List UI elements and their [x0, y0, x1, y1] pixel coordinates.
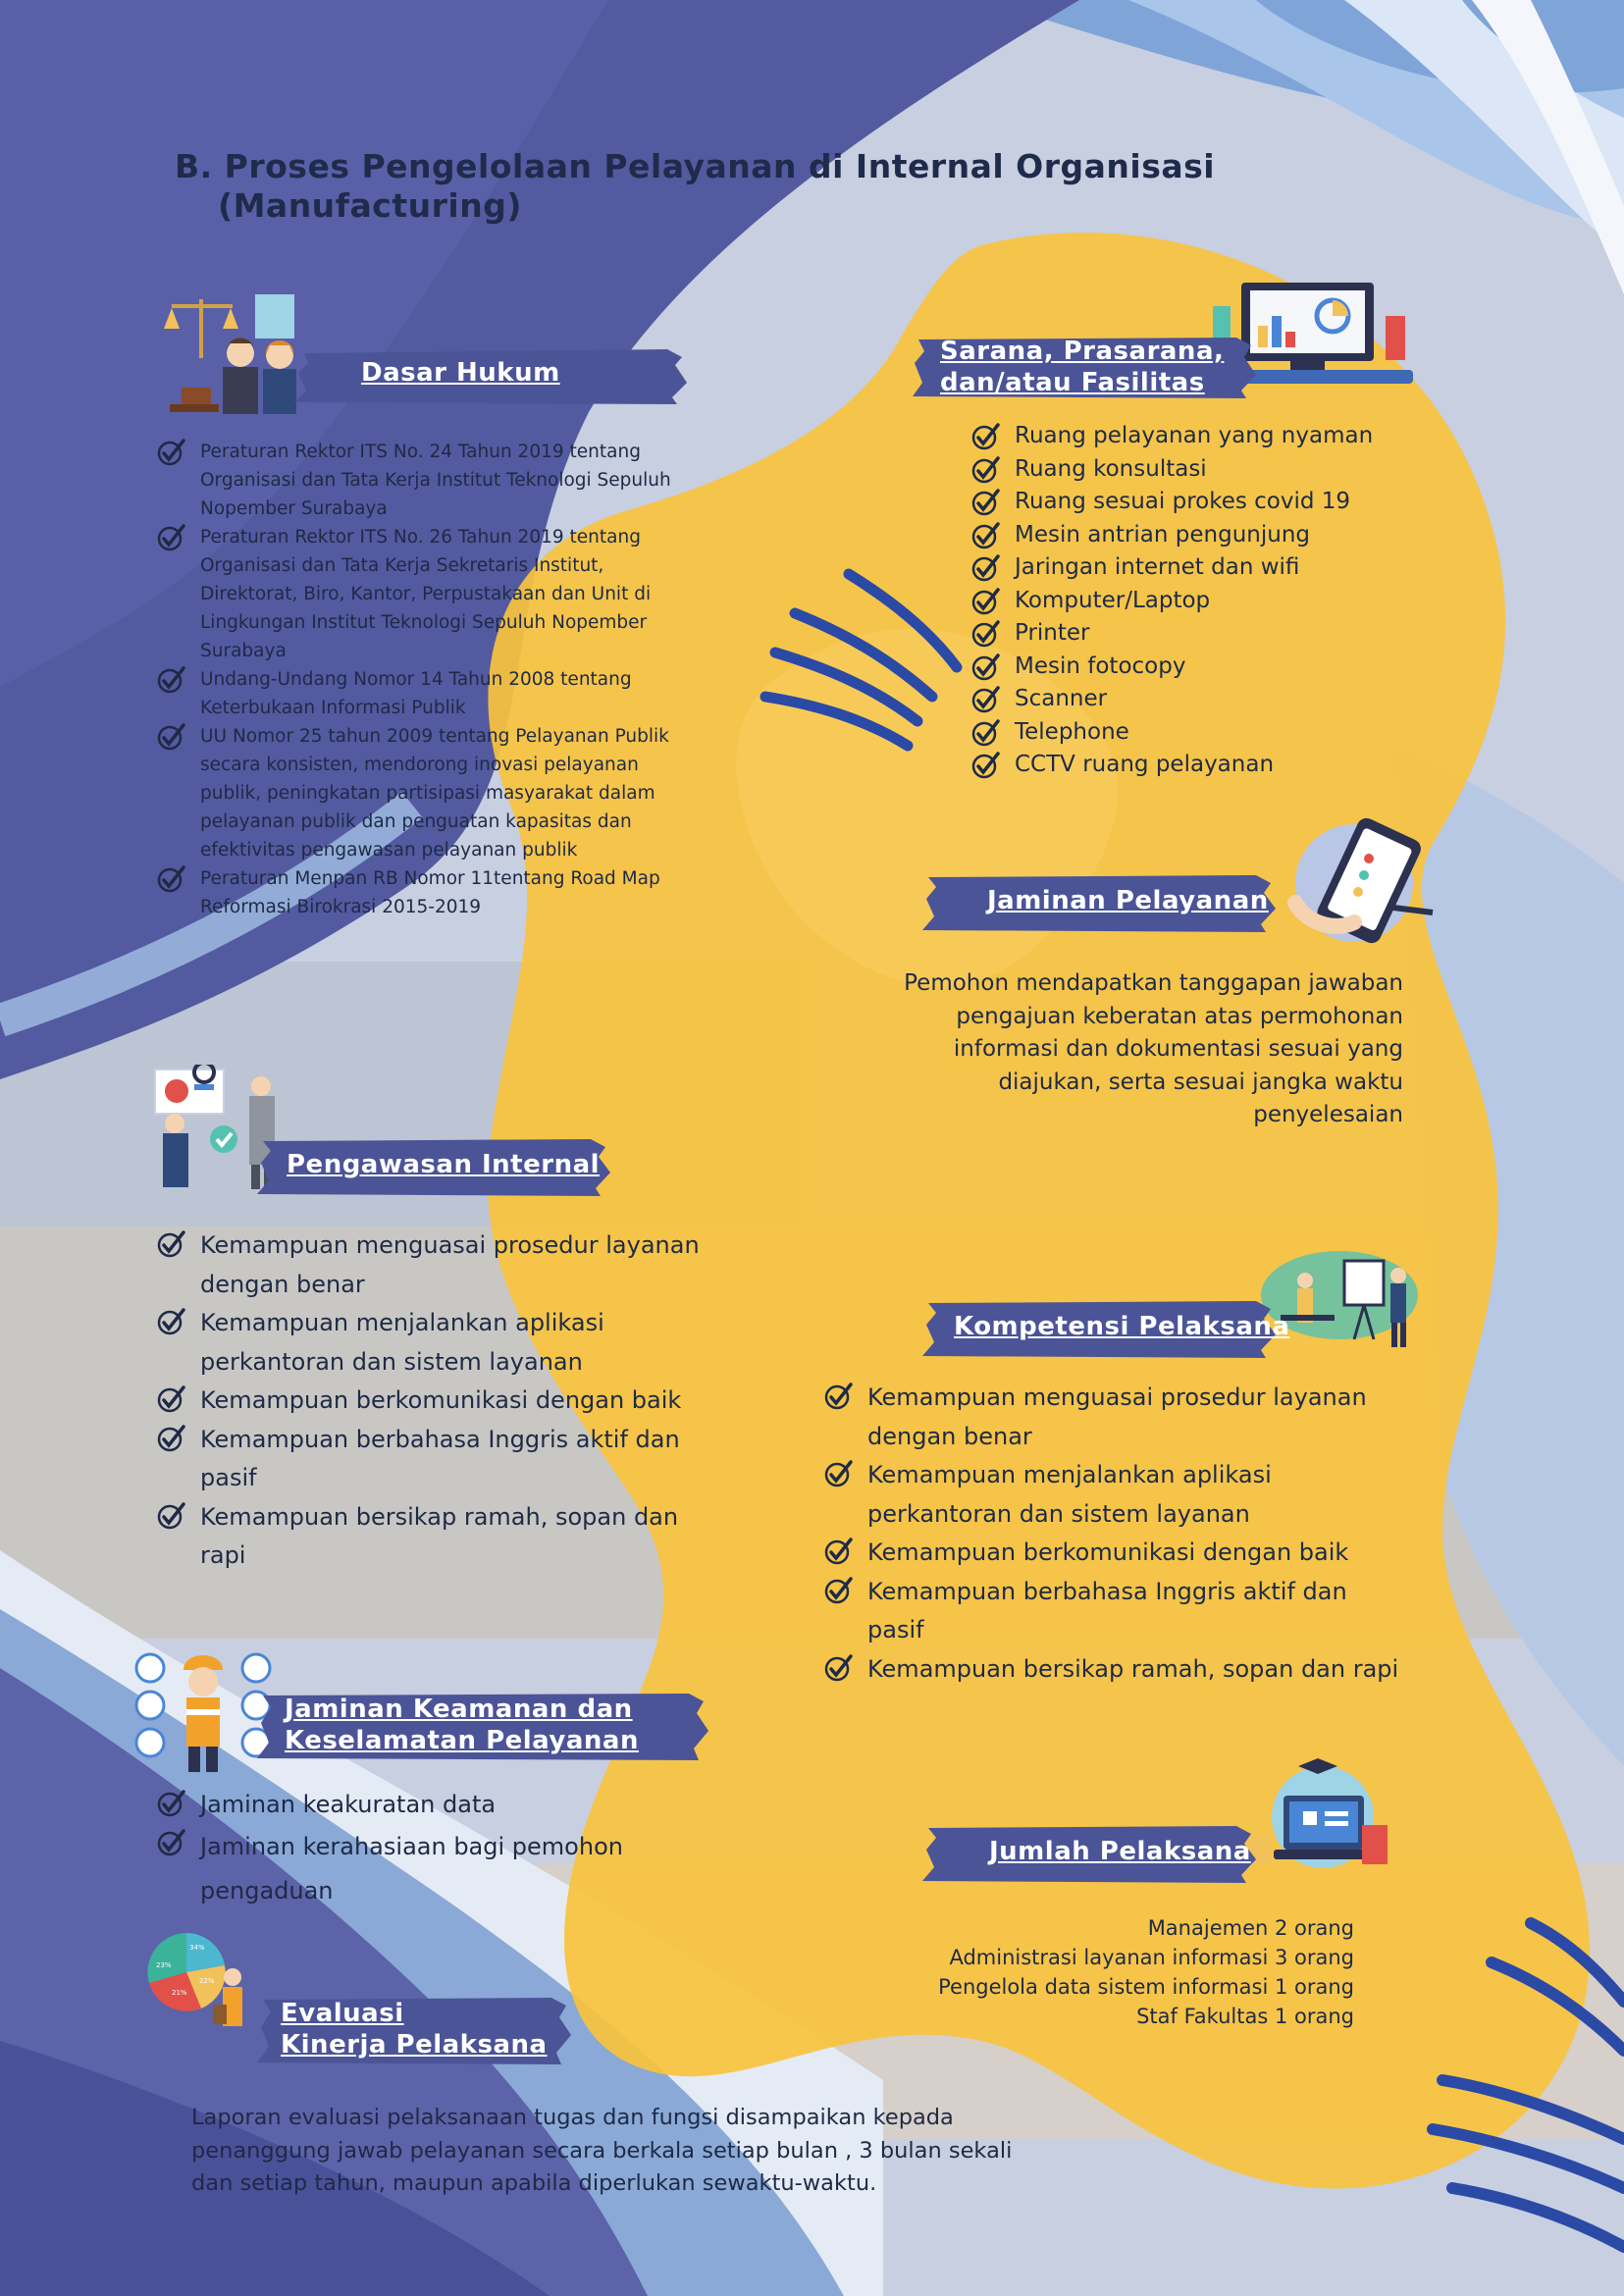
list-item: Undang-Undang Nomor 14 Tahun 2008 tentang Keterbukaan Informasi Publik: [157, 665, 692, 722]
checkmark-icon: [157, 1501, 186, 1531]
dasar-hukum-header: [294, 343, 687, 408]
checkmark-icon: [157, 1828, 186, 1857]
sarana-label-line2: dan/atau Fasilitas: [940, 368, 1205, 397]
list-item: Kemampuan bersikap ramah, sopan dan rapi: [824, 1650, 1403, 1690]
jumlah-header: [922, 1820, 1256, 1885]
page-title: [175, 147, 1352, 226]
list-item: Ruang konsultasi: [971, 453, 1433, 487]
pie-label: 21%: [172, 1989, 187, 1997]
list-item: Peraturan Menpan RB Nomor 11tentang Road Map Reformasi Birokrasi 2015-2019: [157, 864, 692, 921]
list-item: Ruang sesuai prokes covid 19: [971, 486, 1433, 519]
checkmark-icon: [971, 422, 1001, 451]
list-item: Scanner: [971, 683, 1433, 716]
list-item: Printer: [971, 617, 1433, 651]
pie-label: 23%: [156, 1961, 172, 1969]
title-line1: B. Proses Pengelolaan Pelayanan di Internal Organisasi: [175, 147, 1216, 185]
graduate-laptop-icon: [1244, 1756, 1401, 1884]
keamanan-label-line2: Keselamatan Pelayanan: [285, 1726, 639, 1755]
list-item: UU Nomor 25 tahun 2009 tentang Pelayanan Publik secara konsisten, mendorong inovasi pelayanan publik, peningkatan partisipasi masyarakat dalam pelayanan publik dan penguatan kapasitas dan efektivitas pengawasan pelayanan publik: [157, 722, 692, 864]
jumlah-list: [864, 1913, 1354, 2031]
checkmark-icon: [157, 1229, 186, 1259]
dasar-hukum-label: Dasar Hukum: [361, 358, 560, 388]
jumlah-line: Administrasi layanan informasi 3 orang: [949, 1946, 1354, 1969]
list-item: Kemampuan menguasai prosedur layanan dengan benar: [824, 1379, 1403, 1456]
list-item: Komputer/Laptop: [971, 585, 1433, 618]
kompetensi-label: Kompetensi Pelaksana: [954, 1312, 1290, 1341]
evaluasi-header: [257, 1992, 571, 2066]
checkmark-icon: [824, 1382, 854, 1411]
list-item: Jaringan internet dan wifi: [971, 551, 1433, 585]
checkmark-icon: [971, 521, 1001, 550]
checkmark-icon: [824, 1653, 854, 1683]
list-item: Kemampuan berkomunikasi dengan baik: [157, 1382, 707, 1421]
sarana-label-line1: Sarana, Prasarana,: [940, 337, 1225, 366]
checkmark-icon: [824, 1537, 854, 1566]
checkmark-icon: [824, 1459, 854, 1488]
title-line2: (Manufacturing): [218, 186, 522, 225]
list-item: Kemampuan berbahasa Inggris aktif dan pasif: [824, 1573, 1403, 1650]
pie-label: 34%: [189, 1944, 205, 1952]
list-item: Jaminan keakuratan data: [157, 1786, 667, 1825]
checkmark-icon: [971, 751, 1001, 780]
safety-worker-icon: [132, 1648, 275, 1776]
list-item: Peraturan Rektor ITS No. 24 Tahun 2019 tentang Organisasi dan Tata Kerja Institut Teknologi Sepuluh Nopember Surabaya: [157, 438, 692, 523]
list-item: Jaminan kerahasiaan bagi pemohon pengaduan: [157, 1825, 667, 1913]
sarana-list: [971, 420, 1433, 782]
jumlah-line: Pengelola data sistem informasi 1 orang: [938, 1975, 1354, 1999]
pie-chart-presenter-icon: [142, 1928, 260, 2036]
list-item: Kemampuan menjalankan aplikasi perkantoran dan sistem layanan: [157, 1304, 707, 1382]
list-item: Kemampuan menguasai prosedur layanan dengan benar: [157, 1226, 707, 1304]
pengawasan-header: [257, 1133, 610, 1198]
checkmark-icon: [971, 587, 1001, 616]
evaluasi-label-line2: Kinerja Pelaksana: [281, 2030, 548, 2060]
pengawasan-label: Pengawasan Internal: [287, 1150, 601, 1179]
checkmark-icon: [971, 652, 1001, 682]
dasar-hukum-list: [157, 438, 692, 921]
jaminan-pelayanan-label: Jaminan Pelayanan: [987, 886, 1269, 915]
checkmark-icon: [971, 488, 1001, 517]
list-item: Ruang pelayanan yang nyaman: [971, 420, 1433, 453]
checkmark-icon: [157, 1424, 186, 1453]
pengawasan-list: [157, 1226, 707, 1576]
kompetensi-list: [824, 1379, 1403, 1689]
checkmark-icon: [157, 1384, 186, 1414]
list-item: Peraturan Rektor ITS No. 26 Tahun 2019 tentang Organisasi dan Tata Kerja Sekretaris Institut, Direktorat, Biro, Kantor, Perpustakaan dan Unit di Lingkungan Institut Teknologi Sepuluh Nopember Surabaya: [157, 523, 692, 665]
list-item: Kemampuan menjalankan aplikasi perkantoran dan sistem layanan: [824, 1456, 1403, 1534]
checkmark-icon: [824, 1576, 854, 1605]
checkmark-icon: [157, 438, 186, 467]
jaminan-pelayanan-header: [922, 869, 1276, 934]
checkmark-icon: [971, 455, 1001, 485]
list-item: Kemampuan berbahasa Inggris aktif dan pasif: [157, 1421, 707, 1498]
list-item: CCTV ruang pelayanan: [971, 749, 1433, 782]
checkmark-icon: [971, 553, 1001, 583]
keamanan-list: [157, 1786, 667, 1913]
jumlah-line: Staf Fakultas 1 orang: [1136, 2005, 1354, 2028]
checkmark-icon: [157, 1307, 186, 1336]
jumlah-label: Jumlah Pelaksana: [989, 1837, 1251, 1866]
pie-slice: [186, 1933, 225, 1972]
checkmark-icon: [157, 722, 186, 752]
list-item: Kemampuan berkomunikasi dengan baik: [824, 1534, 1403, 1573]
keamanan-label-line1: Jaminan Keamanan dan: [285, 1695, 633, 1724]
jumlah-line: Manajemen 2 orang: [1147, 1916, 1354, 1940]
jaminan-pelayanan-text: Pemohon mendapatkan tanggapan jawaban pengajuan keberatan atas permohonan informasi dan dokumentasi sesuai yang diajukan, serta sesuai jangka waktu penyelesaian: [904, 970, 1403, 1127]
checkmark-icon: [971, 619, 1001, 649]
checkmark-icon: [157, 665, 186, 695]
list-item: Mesin fotocopy: [971, 651, 1433, 684]
list-item: Mesin antrian pengunjung: [971, 519, 1433, 552]
keamanan-header: [257, 1688, 708, 1762]
checkmark-icon: [971, 718, 1001, 748]
evaluasi-text: Laporan evaluasi pelaksanaan tugas dan fungsi disampaikan kepada penanggung jawab pelayanan secara berkala setiap bulan , 3 bulan sekali dan setiap tahun, maupun apabila diperlukan sewaktu-waktu.: [191, 2105, 1013, 2196]
checkmark-icon: [971, 685, 1001, 714]
checkmark-icon: [157, 523, 186, 552]
pie-label: 22%: [199, 1977, 215, 1985]
checkmark-icon: [157, 864, 186, 894]
list-item: Kemampuan bersikap ramah, sopan dan rapi: [157, 1498, 707, 1576]
checkmark-icon: [157, 1789, 186, 1818]
sarana-header: [913, 334, 1256, 400]
list-item: Telephone: [971, 716, 1433, 750]
kompetensi-header: [922, 1295, 1290, 1360]
evaluasi-label-line1: Evaluasi: [281, 1999, 404, 2028]
checklist-phone-icon: [1276, 814, 1438, 947]
